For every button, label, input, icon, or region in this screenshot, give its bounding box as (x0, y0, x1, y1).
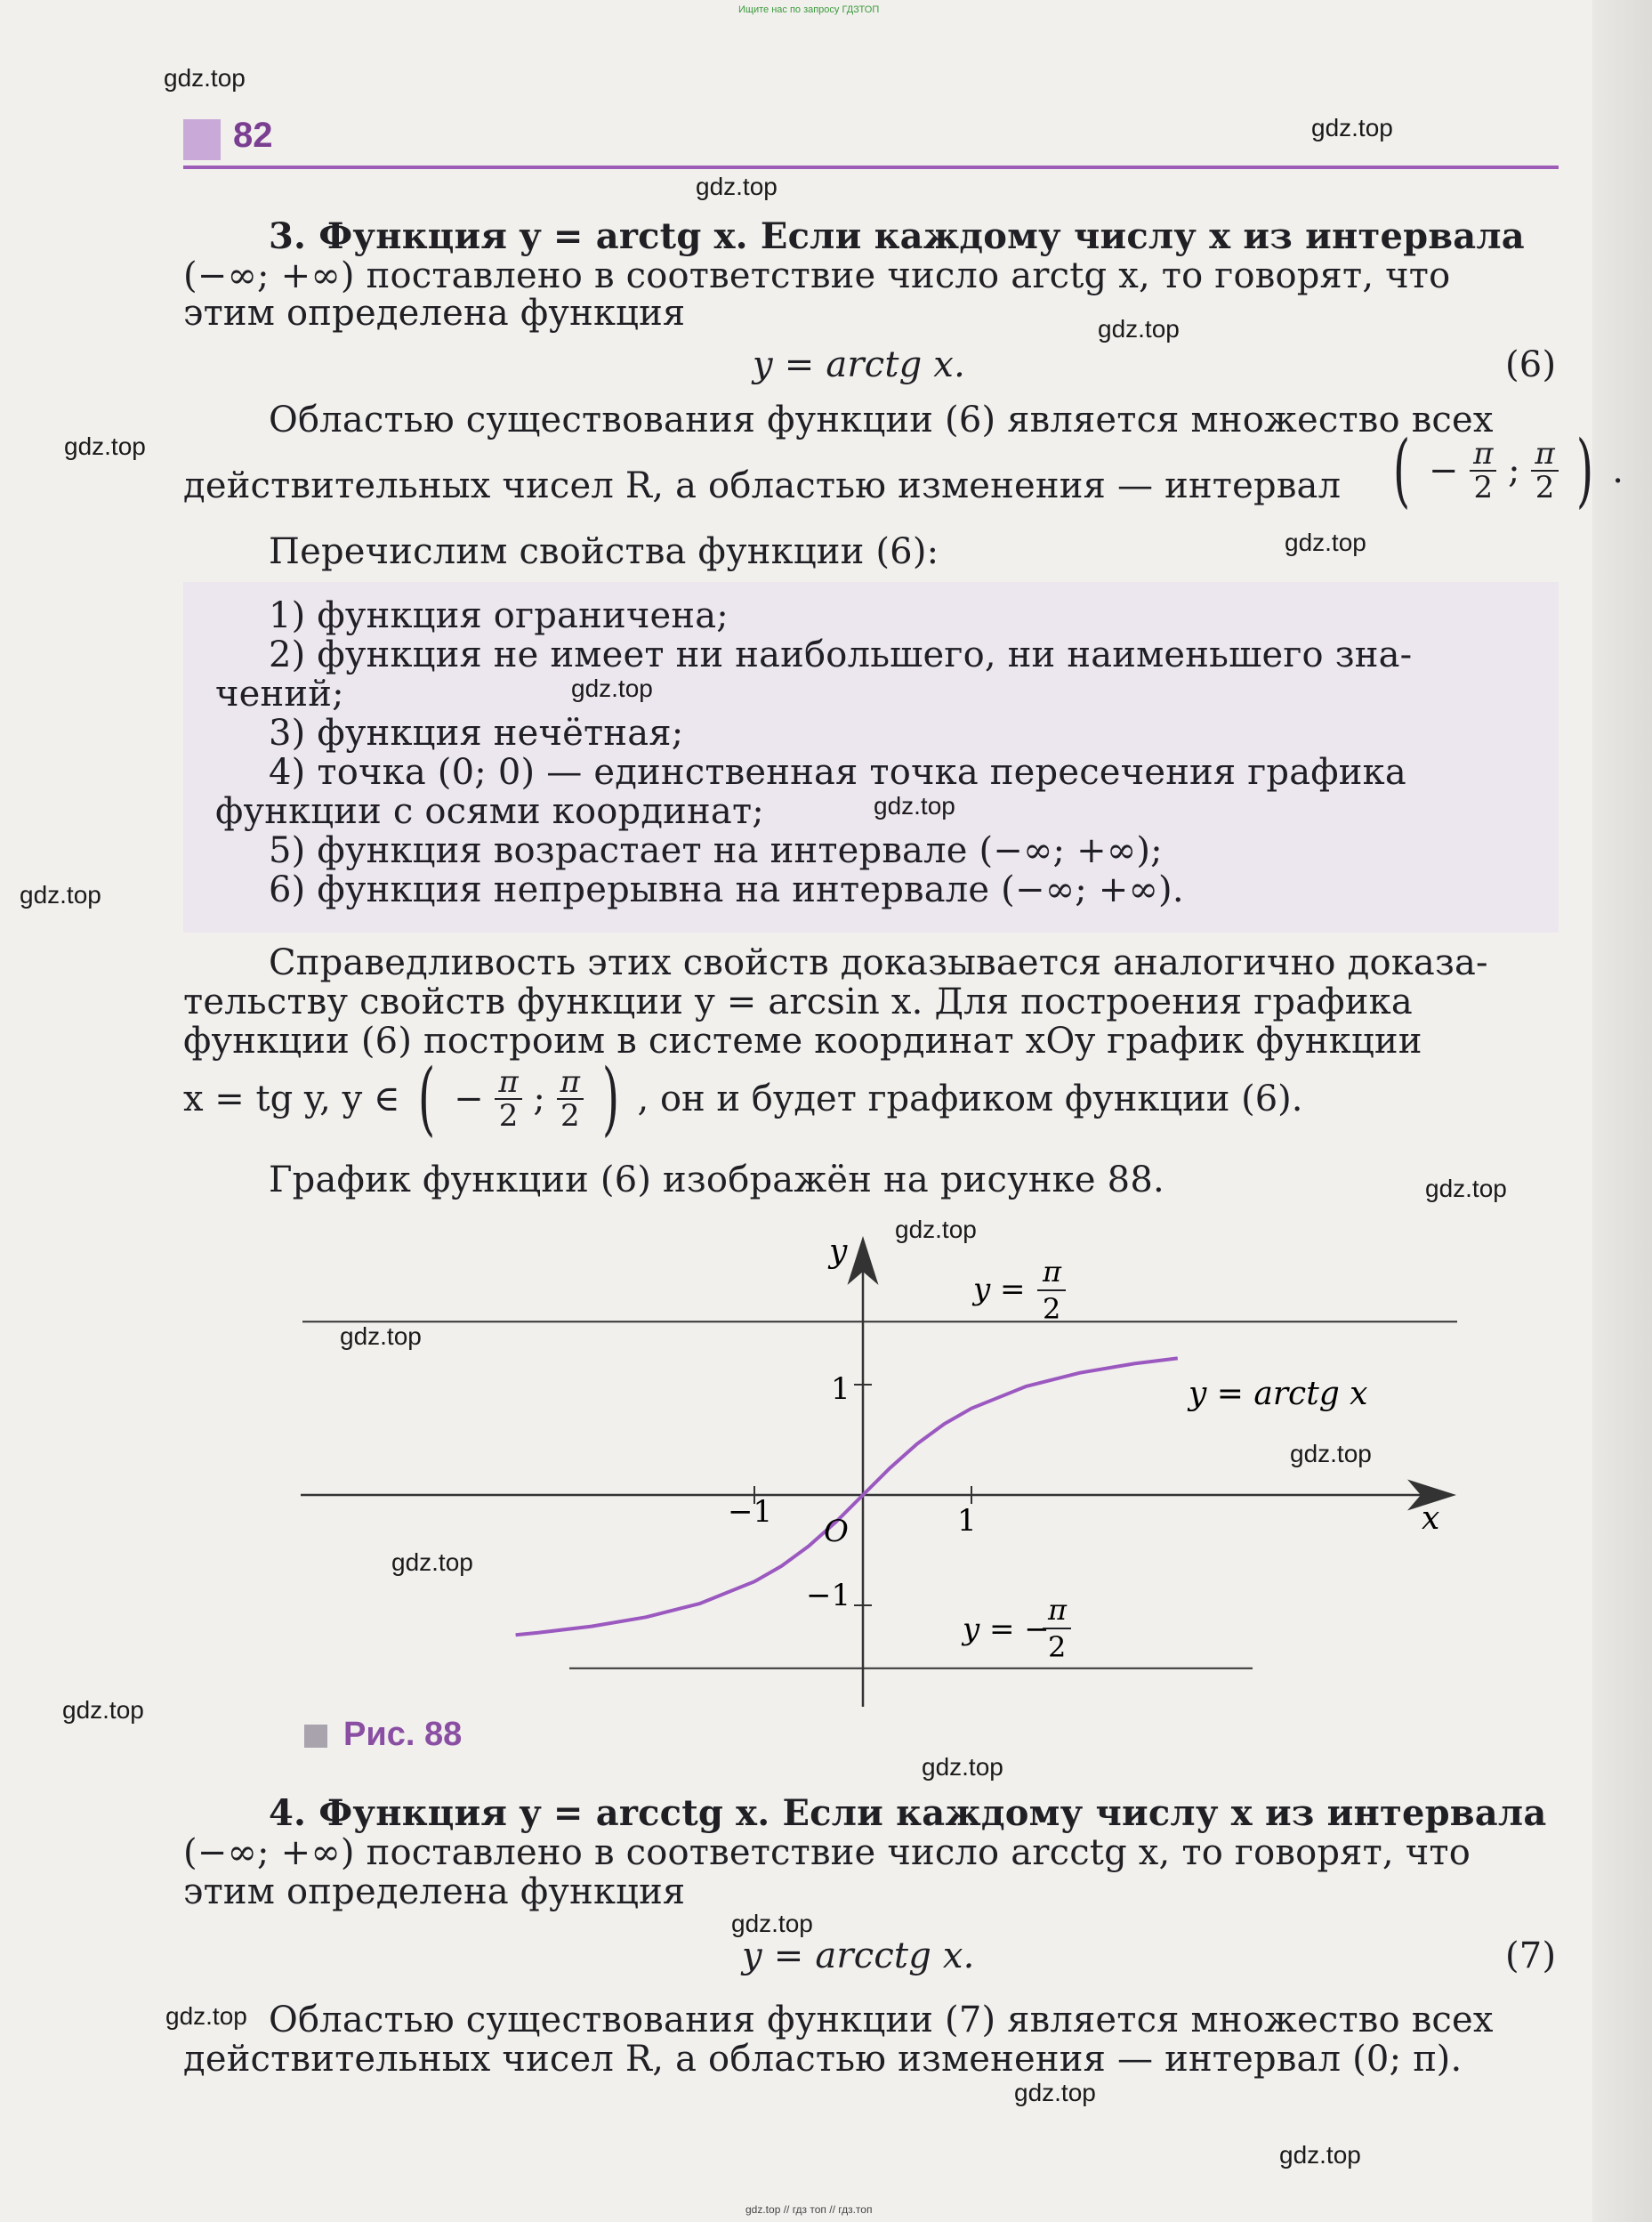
fraction-pi-over-2: $\frac{\pi}{2}$ (1531, 438, 1558, 504)
y-axis-label: y (829, 1233, 848, 1270)
watermark-site: gdz.top (1425, 1175, 1507, 1202)
svg-text:2: 2 (1048, 1630, 1067, 1664)
property-item: 3) функция нечётная; (269, 713, 684, 754)
s3-paragraph-2-line-1: Областью существования функции (6) является множество всех (269, 400, 1494, 440)
s3-paragraph-3-line-1: Справедливость этих свойств доказывается аналогично доказа- (269, 942, 1488, 983)
s4-paragraph-1-line-1 (269, 1794, 1546, 1833)
page-number: 82 (233, 116, 273, 155)
property-item: 4) точка (0; 0) — единственная точка пересечения графика (269, 752, 1406, 793)
property-item: функции с осями координат; (215, 791, 764, 832)
watermark-site: gdz.top (391, 1548, 473, 1576)
svg-text:π: π (1043, 1255, 1062, 1289)
watermark-site: gdz.top (731, 1910, 813, 1937)
s3-paragraph-2-line-2: действительных чисел R, а областью изменения — интервал (183, 465, 1342, 506)
watermark-site: gdz.top (340, 1322, 422, 1350)
s3-props-intro: Перечислим свойства функции (6): (269, 531, 939, 572)
s3-paragraph-4: График функции (6) изображён на рисунке 88. (269, 1159, 1164, 1200)
s3-paragraph-1-line-2: (−∞; +∞) поставлено в соответствие число arctg x, то говорят, что (183, 255, 1451, 296)
property-item: 1) функция ограничена; (269, 595, 729, 636)
tg-domain-tail: , он и будет графиком функции (6). (637, 1079, 1303, 1119)
watermark-site: gdz.top (164, 64, 246, 92)
s3-paragraph-1-line-3: этим определена функция (183, 293, 686, 334)
svg-text:2: 2 (1043, 1292, 1061, 1326)
watermark-site: gdz.top (20, 881, 101, 909)
property-item: 2) функция не имеет ни наибольшего, ни наименьшего зна- (269, 634, 1413, 675)
fraction-pi-over-2: $\frac{\pi}{2}$ (557, 1066, 584, 1132)
s3-range-interval (1386, 424, 1624, 517)
svg-text:y = −: y = − (963, 1612, 1050, 1647)
s4-formula: y = arcctg x. (742, 1935, 975, 1976)
watermark-site: gdz.top (571, 675, 653, 702)
curve-label: y = arctg x (1189, 1376, 1368, 1412)
s4-paragraph-2-line-2: действительных чисел R, а областью изменения — интервал (0; π). (183, 2039, 1463, 2080)
figure-88 (285, 1228, 1477, 1726)
property-item: 5) функция возрастает на интервале (−∞; +∞); (269, 830, 1163, 871)
tick-label-x-neg: −1 (728, 1494, 773, 1530)
property-item: 6) функция непрерывна на интервале (−∞; +∞). (269, 869, 1184, 910)
left-paren: ( (1392, 424, 1411, 517)
s3-heading: 3. Функция y = arctg x. Если каждому числу x из интервала (269, 215, 1525, 257)
semicolon: ; (533, 1079, 545, 1119)
watermark-site: gdz.top (895, 1216, 977, 1243)
tg-domain-text: x = tg y, y ∈ (183, 1079, 400, 1119)
watermark-site: gdz.top (62, 1696, 144, 1724)
watermark-bottom-banner: gdz.top // гдз топ // гдз.топ (745, 2203, 873, 2216)
s4-paragraph-1-line-3: этим определена функция (183, 1871, 686, 1912)
watermark-site: gdz.top (1098, 315, 1180, 343)
watermark-site: gdz.top (922, 1753, 1003, 1781)
minus-sign: − (454, 1079, 484, 1119)
figure-caption: Рис. 88 (343, 1716, 463, 1753)
fraction-pi-over-2: $\frac{\pi}{2}$ (495, 1066, 521, 1132)
right-paren: ) (1576, 424, 1594, 517)
s3-paragraph-1-line-1 (269, 217, 1525, 256)
watermark-top-banner: Ищите нас по запросу ГДЗТОП (738, 4, 880, 15)
watermark-site: gdz.top (1285, 529, 1366, 556)
header-rule (183, 166, 1559, 169)
s4-formula-number: (7) (1505, 1935, 1557, 1976)
s4-paragraph-2-line-1: Областью существования функции (7) является множество всех (269, 2000, 1494, 2040)
watermark-site: gdz.top (64, 432, 146, 460)
asymptote-top-label (971, 1255, 1066, 1326)
watermark-site: gdz.top (696, 173, 778, 200)
tick-label-y-pos: 1 (831, 1371, 850, 1407)
watermark-site: gdz.top (1014, 2079, 1096, 2106)
svg-text:y =: y = (973, 1272, 1026, 1307)
watermark-site: gdz.top (874, 792, 955, 820)
tick-label-y-neg: −1 (806, 1578, 851, 1613)
s4-paragraph-1-line-2: (−∞; +∞) поставлено в соответствие число arcctg x, то говорят, что (183, 1832, 1471, 1873)
x-axis-label: x (1422, 1500, 1440, 1537)
watermark-site: gdz.top (1290, 1440, 1372, 1467)
page-edge-shadow (1592, 0, 1652, 2222)
asymptote-bottom-label (961, 1593, 1071, 1664)
svg-text:π: π (1048, 1593, 1068, 1627)
minus-sign: − (1428, 450, 1459, 491)
s3-paragraph-3-line-4 (183, 1052, 1303, 1145)
right-paren: ) (601, 1052, 619, 1145)
watermark-site: gdz.top (165, 2002, 247, 2030)
tick-label-x-pos: 1 (957, 1503, 977, 1539)
left-paren: ( (418, 1052, 436, 1145)
period: . (1612, 450, 1624, 491)
s4-heading: 4. Функция y = arcctg x. Если каждому числу x из интервала (269, 1792, 1547, 1834)
s3-formula-number: (6) (1505, 344, 1557, 385)
s3-paragraph-3-line-3: функции (6) построим в системе координат xOy график функции (183, 1021, 1422, 1062)
semicolon: ; (1508, 450, 1520, 491)
s3-formula: y = arctg x. (753, 344, 965, 385)
property-item: чений; (215, 674, 344, 715)
watermark-site: gdz.top (1311, 114, 1393, 141)
page-number-box (183, 119, 221, 160)
s3-paragraph-3-line-2: тельству свойств функции y = arcsin x. Для построения графика (183, 982, 1413, 1022)
figure-caption-square (304, 1725, 327, 1748)
origin-label: O (824, 1514, 849, 1549)
fraction-pi-over-2: $\frac{\pi}{2}$ (1470, 438, 1496, 504)
watermark-site: gdz.top (1279, 2141, 1361, 2169)
